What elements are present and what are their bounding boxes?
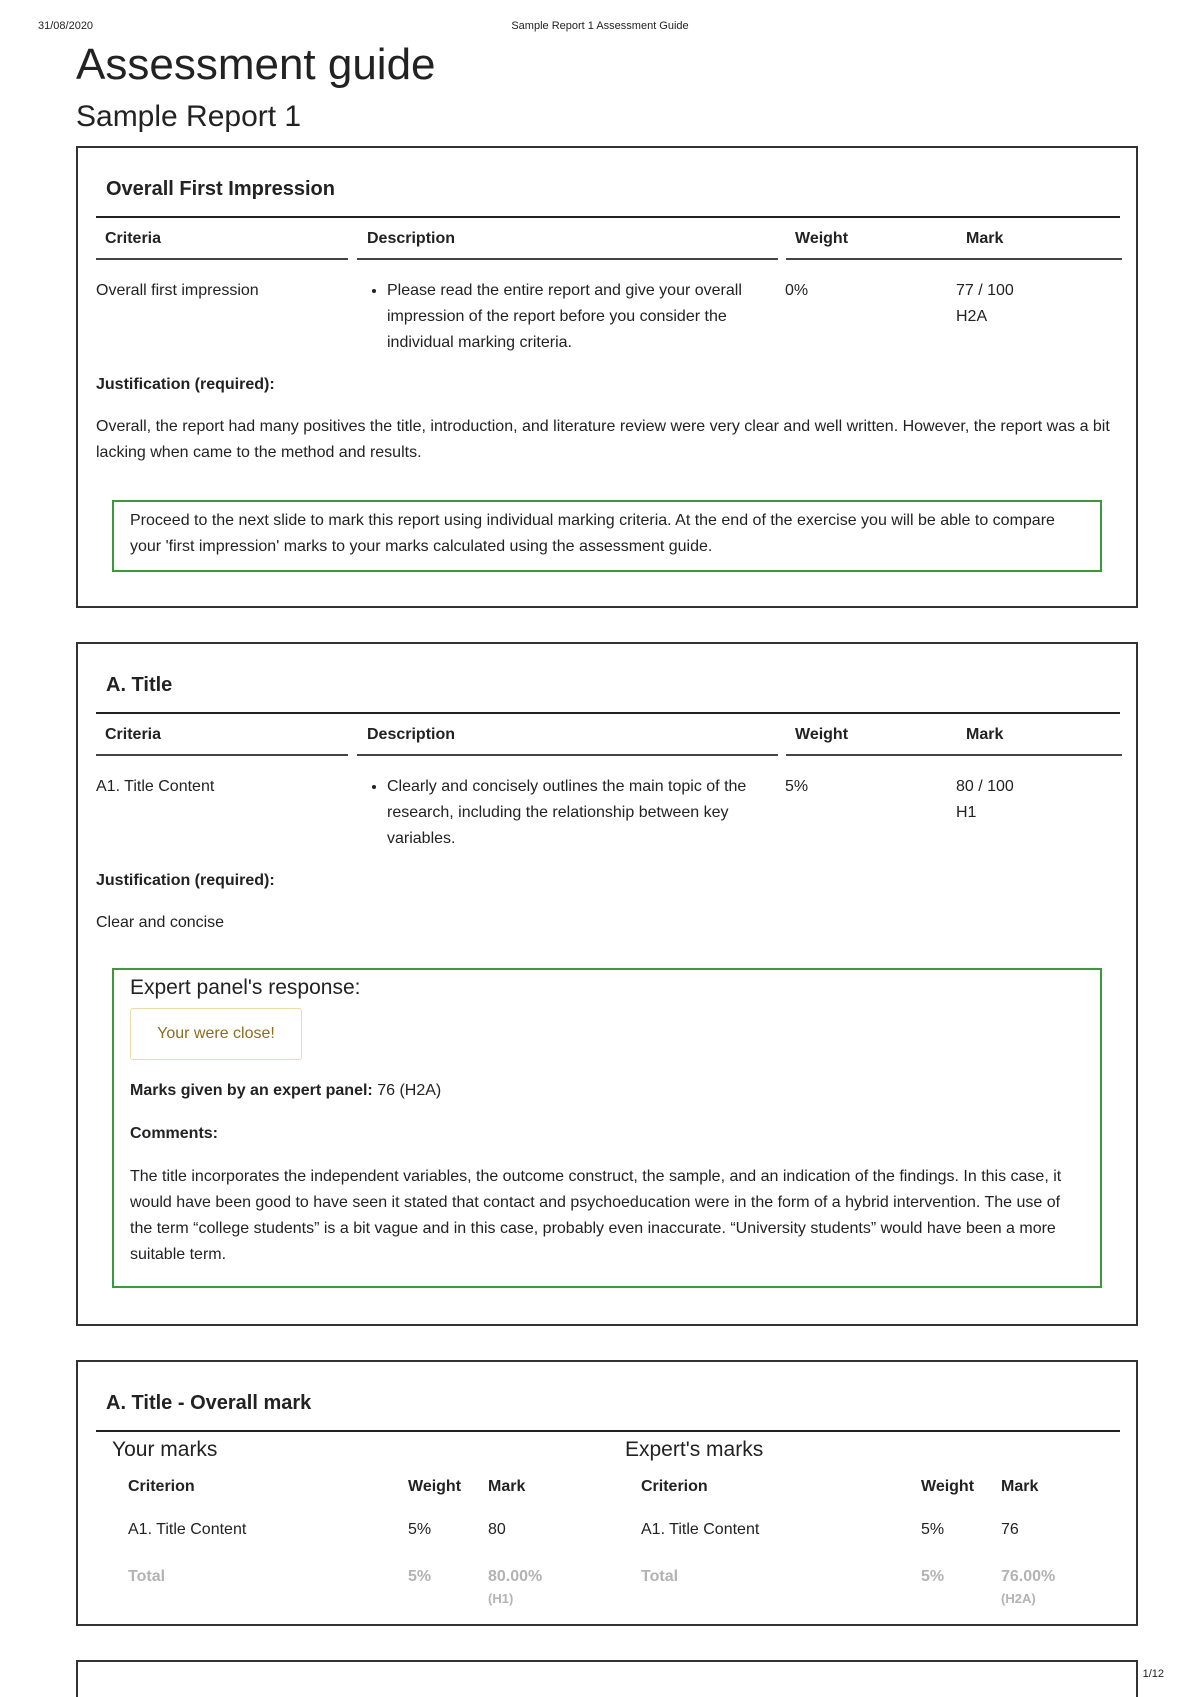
- criteria-cell: A1. Title Content: [96, 778, 215, 795]
- col-criteria: Criteria: [105, 230, 162, 247]
- comments-text: The title incorporates the independent variables, the outcome construct, the sample, and an indication of the findings. In this case, it would have been good to have seen it stated that contact and psychoeducation were in the form of a hybrid intervention. The use of the term “college students” is a bit vague and in this case, probably even inaccurate. “University students” would have been a more suitable term.: [130, 1168, 1062, 1263]
- heading-divider: [96, 1430, 1120, 1432]
- expert-marks-label: Marks given by an expert panel:: [130, 1082, 373, 1099]
- your-row-weight: 5%: [408, 1521, 432, 1538]
- criteria-cell: Overall first impression: [96, 282, 259, 299]
- page-number: 1/12: [1142, 1668, 1164, 1680]
- section-heading: A. Title - Overall mark: [106, 1392, 312, 1414]
- instruction-callout: [112, 500, 1102, 572]
- col-description: Description: [367, 230, 456, 247]
- expert-marks: [130, 1078, 1082, 1104]
- col-weight: Weight: [795, 230, 849, 247]
- expert-col-mark: Mark: [1001, 1478, 1039, 1495]
- justification-label: Justification (required):: [96, 872, 275, 889]
- your-marks-heading: Your marks: [112, 1438, 218, 1461]
- mark-cell: 80 / 100: [956, 778, 1014, 795]
- your-total-mark: 80.00%: [488, 1568, 543, 1585]
- expert-total-mark: 76.00%: [1001, 1568, 1056, 1585]
- col-description-underline: [357, 754, 778, 756]
- your-total-grade: (H1): [488, 1591, 514, 1606]
- grade-cell: H1: [956, 804, 977, 821]
- overall-mark-card: [76, 1360, 1138, 1626]
- instruction-text: Proceed to the next slide to mark this report using individual marking criteria. At the end of the exercise you will be able to compare your 'first impression' marks to your marks calculated using the assessment guide.: [130, 512, 1055, 555]
- description-cell: [353, 278, 753, 356]
- first-impression-card: [76, 146, 1138, 608]
- your-col-criterion: Criterion: [128, 1478, 195, 1495]
- expert-response-box: [112, 968, 1102, 1288]
- col-mark-underline: [956, 258, 1122, 260]
- heading-divider: [96, 216, 1120, 218]
- expert-total-grade: (H2A): [1001, 1591, 1036, 1606]
- justification-label: Justification (required):: [96, 376, 275, 393]
- your-total-weight: 5%: [408, 1568, 432, 1585]
- col-description: Description: [367, 726, 456, 743]
- your-col-mark: Mark: [488, 1478, 526, 1495]
- col-weight-underline: [786, 258, 956, 260]
- mark-cell: 77 / 100: [956, 282, 1014, 299]
- section-heading: A. Title: [106, 674, 173, 696]
- title-card: [76, 642, 1138, 1326]
- your-total-label: Total: [128, 1568, 166, 1585]
- result-badge: Your were close!: [130, 1008, 302, 1060]
- expert-col-weight: Weight: [921, 1478, 975, 1495]
- page-subtitle: Sample Report 1: [76, 100, 302, 133]
- page-title: Assessment guide: [76, 40, 436, 89]
- col-mark: Mark: [966, 230, 1004, 247]
- next-card-edge: [76, 1660, 1138, 1697]
- col-weight: Weight: [795, 726, 849, 743]
- col-mark-underline: [956, 754, 1122, 756]
- col-mark: Mark: [966, 726, 1004, 743]
- heading-divider: [96, 712, 1120, 714]
- your-row-mark: 80: [488, 1521, 506, 1538]
- expert-col-criterion: Criterion: [641, 1478, 708, 1495]
- expert-total-weight: 5%: [921, 1568, 945, 1585]
- expert-total-label: Total: [641, 1568, 679, 1585]
- print-title: Sample Report 1 Assessment Guide: [511, 20, 689, 32]
- description-bullet: • Clearly and concisely outlines the main topic of the research, including the relationship between key variables.: [387, 774, 753, 852]
- expert-row-weight: 5%: [921, 1521, 945, 1538]
- justification-text: Clear and concise: [96, 914, 225, 931]
- col-criteria-underline: [96, 258, 348, 260]
- expert-row-criterion: A1. Title Content: [641, 1521, 760, 1538]
- your-row-criterion: A1. Title Content: [128, 1521, 247, 1538]
- expert-marks-value: 76 (H2A): [377, 1082, 442, 1099]
- col-description-underline: [357, 258, 778, 260]
- your-col-weight: Weight: [408, 1478, 462, 1495]
- weight-cell: 5%: [785, 778, 809, 795]
- section-heading: Overall First Impression: [106, 178, 335, 200]
- col-criteria-underline: [96, 754, 348, 756]
- justification-text: Overall, the report had many positives the title, introduction, and literature review were very clear and well written. However, the report was a bit lacking when came to the method and results.: [96, 418, 1110, 461]
- expert-response-heading: Expert panel's response:: [130, 976, 361, 999]
- col-criteria: Criteria: [105, 726, 162, 743]
- description-cell: [353, 774, 753, 852]
- expert-row-mark: 76: [1001, 1521, 1019, 1538]
- weight-cell: 0%: [785, 282, 809, 299]
- col-weight-underline: [786, 754, 956, 756]
- print-date: 31/08/2020: [38, 20, 94, 32]
- comments-label: Comments:: [130, 1125, 219, 1142]
- grade-cell: H2A: [956, 308, 988, 325]
- expert-marks-heading: Expert's marks: [625, 1438, 764, 1461]
- description-bullet: • Please read the entire report and give your overall impression of the report before you consider the individual marking criteria.: [387, 278, 753, 356]
